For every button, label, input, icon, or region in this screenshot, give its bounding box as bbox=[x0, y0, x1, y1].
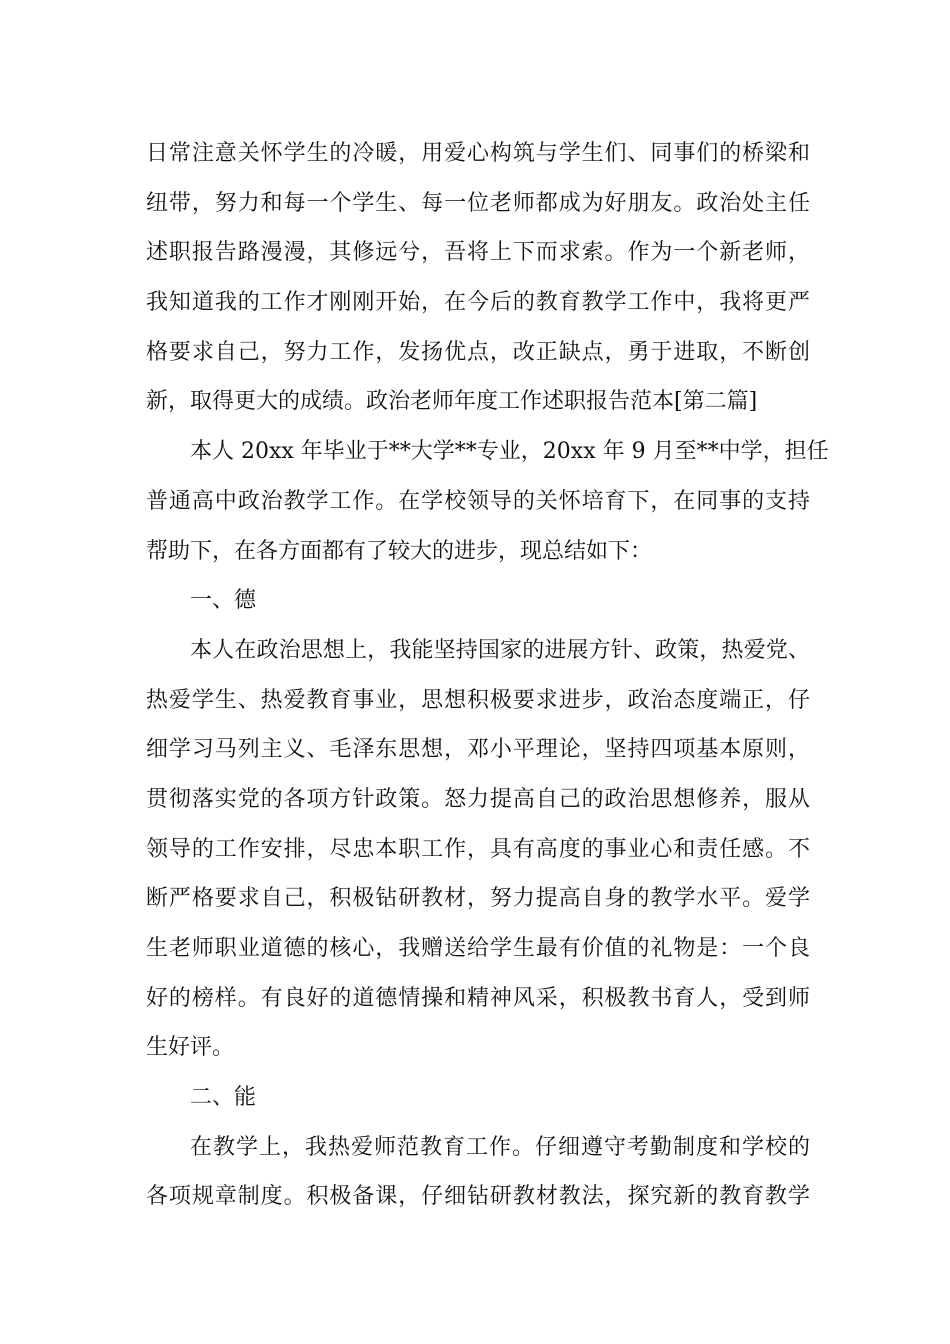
text-line: 领导的工作安排，尽忠本职工作，具有高度的事业心和责任感。不 bbox=[146, 836, 810, 862]
section-heading: 二、能 bbox=[190, 1085, 257, 1111]
paragraph-first-line: 在教学上，我热爱师范教育工作。仔细遵守考勤制度和学校的 bbox=[190, 1134, 810, 1160]
text-line: 贯彻落实党的各项方针政策。怒力提高自己的政治思想修养，服从 bbox=[146, 786, 810, 812]
section-heading: 一、德 bbox=[190, 588, 257, 614]
text-line: 帮助下，在各方面都有了较大的进步，现总结如下： bbox=[146, 538, 653, 564]
text-line: 纽带，努力和每一个学生、每一位老师都成为好朋友。政治处主任 bbox=[146, 190, 810, 216]
text-line: 生好评。 bbox=[146, 1035, 235, 1061]
text-line: 述职报告路漫漫，其修远兮，吾将上下而求索。作为一个新老师， bbox=[146, 240, 810, 266]
paragraph-first-line: 本人在政治思想上，我能坚持国家的进展方针、政策，热爱党、 bbox=[190, 637, 810, 663]
paragraph-first-line: 本人 20xx 年毕业于**大学**专业，20xx 年 9 月至**中学，担任 bbox=[190, 439, 829, 465]
text-line: 细学习马列主义、毛泽东思想，邓小平理论，坚持四项基本原则， bbox=[146, 737, 810, 763]
document-body bbox=[146, 129, 829, 1222]
text-line: 普通高中政治教学工作。在学校领导的关怀培育下，在同事的支持 bbox=[146, 488, 810, 514]
text-line: 格要求自己，努力工作，发扬优点，改正缺点，勇于进取，不断创 bbox=[146, 339, 810, 365]
text-line: 日常注意关怀学生的冷暖，用爱心构筑与学生们、同事们的桥梁和 bbox=[146, 141, 810, 166]
text-line: 热爱学生、热爱教育事业，思想积极要求进步，政治态度端正，仔 bbox=[146, 687, 810, 713]
text-line: 生老师职业道德的核心，我赠送给学生最有价值的礼物是：一个良 bbox=[146, 936, 810, 961]
text-line: 我知道我的工作才刚刚开始，在今后的教育教学工作中，我将更严 bbox=[146, 290, 810, 316]
text-line: 断严格要求自己，积极钻研教材，努力提高自身的教学水平。爱学 bbox=[146, 886, 810, 912]
text-line: 新，取得更大的成绩。政治老师年度工作述职报告范本[第二篇] bbox=[146, 389, 758, 415]
text-line: 各项规章制度。积极备课，仔细钻研教材教法，探究新的教育教学 bbox=[146, 1184, 810, 1210]
text-line: 好的榜样。有良好的道德情操和精神风采，积极教书育人，受到师 bbox=[146, 985, 810, 1011]
